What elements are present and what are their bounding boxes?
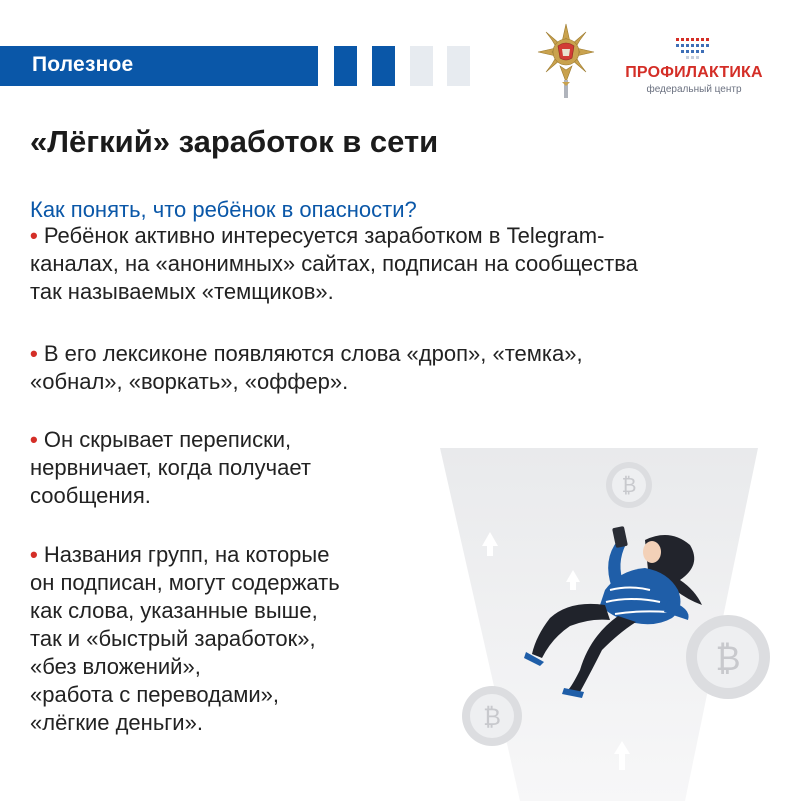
bullet-icon: • (30, 341, 38, 366)
svg-text:₿: ₿ (621, 473, 637, 497)
falling-person-with-bitcoins-icon (440, 440, 785, 801)
paragraph-line: В его лексиконе появляются слова «дроп», «темка», (43, 341, 583, 366)
paragraph-line: он подписан, могут содержать (30, 570, 340, 595)
header-band (0, 46, 318, 86)
paragraph-line: «обнал», «воркать», «оффер». (30, 369, 349, 394)
bitcoin-coin (462, 686, 522, 746)
paragraph-line: «работа с переводами», (30, 682, 279, 707)
paragraph-line: «лёгкие деньги». (30, 710, 203, 735)
decor-square (372, 46, 395, 86)
paragraph-line: «без вложений», (30, 654, 201, 679)
decor-square (410, 46, 433, 86)
brand-subtitle: федеральный центр (646, 84, 742, 95)
paragraph-line: как слова, указанные выше, (30, 598, 318, 623)
page-title: «Лёгкий» заработок в сети (30, 124, 439, 159)
question-heading: Как понять, что ребёнок в опасности? (30, 197, 417, 222)
decor-square (334, 46, 357, 86)
paragraph-line: так и «быстрый заработок», (30, 626, 316, 651)
bullet-paragraph (30, 340, 583, 396)
paragraph-line: сообщения. (30, 483, 151, 508)
fsb-emblem-icon (536, 22, 596, 100)
bullet-icon: • (30, 427, 38, 452)
bitcoin-coin (606, 462, 652, 508)
bullet-paragraph (30, 426, 311, 510)
paragraph-line: каналах, на «анонимных» сайтах, подписан на сообщества (30, 251, 638, 276)
decor-square (447, 46, 470, 86)
paragraph-line: нервничает, когда получает (30, 455, 311, 480)
brand-grid-icon (676, 38, 712, 60)
bitcoin-coin (686, 615, 770, 699)
section-label: Полезное (32, 53, 134, 76)
svg-text:₿: ₿ (483, 703, 501, 731)
paragraph-line: Ребёнок активно интересуется заработком в Telegram- (43, 223, 605, 248)
paragraph-line: Он скрывает переписки, (43, 427, 292, 452)
profilaktika-logo (618, 36, 770, 100)
bullet-paragraph (30, 541, 340, 737)
bullet-icon: • (30, 223, 38, 248)
svg-text:₿: ₿ (715, 639, 741, 679)
paragraph-line: Названия групп, на которые (43, 542, 330, 567)
bullet-icon: • (30, 542, 38, 567)
brand-name: ПРОФИЛАКТИКА (625, 64, 763, 81)
bullet-paragraph (30, 222, 638, 306)
paragraph-line: так называемых «темщиков». (30, 279, 334, 304)
